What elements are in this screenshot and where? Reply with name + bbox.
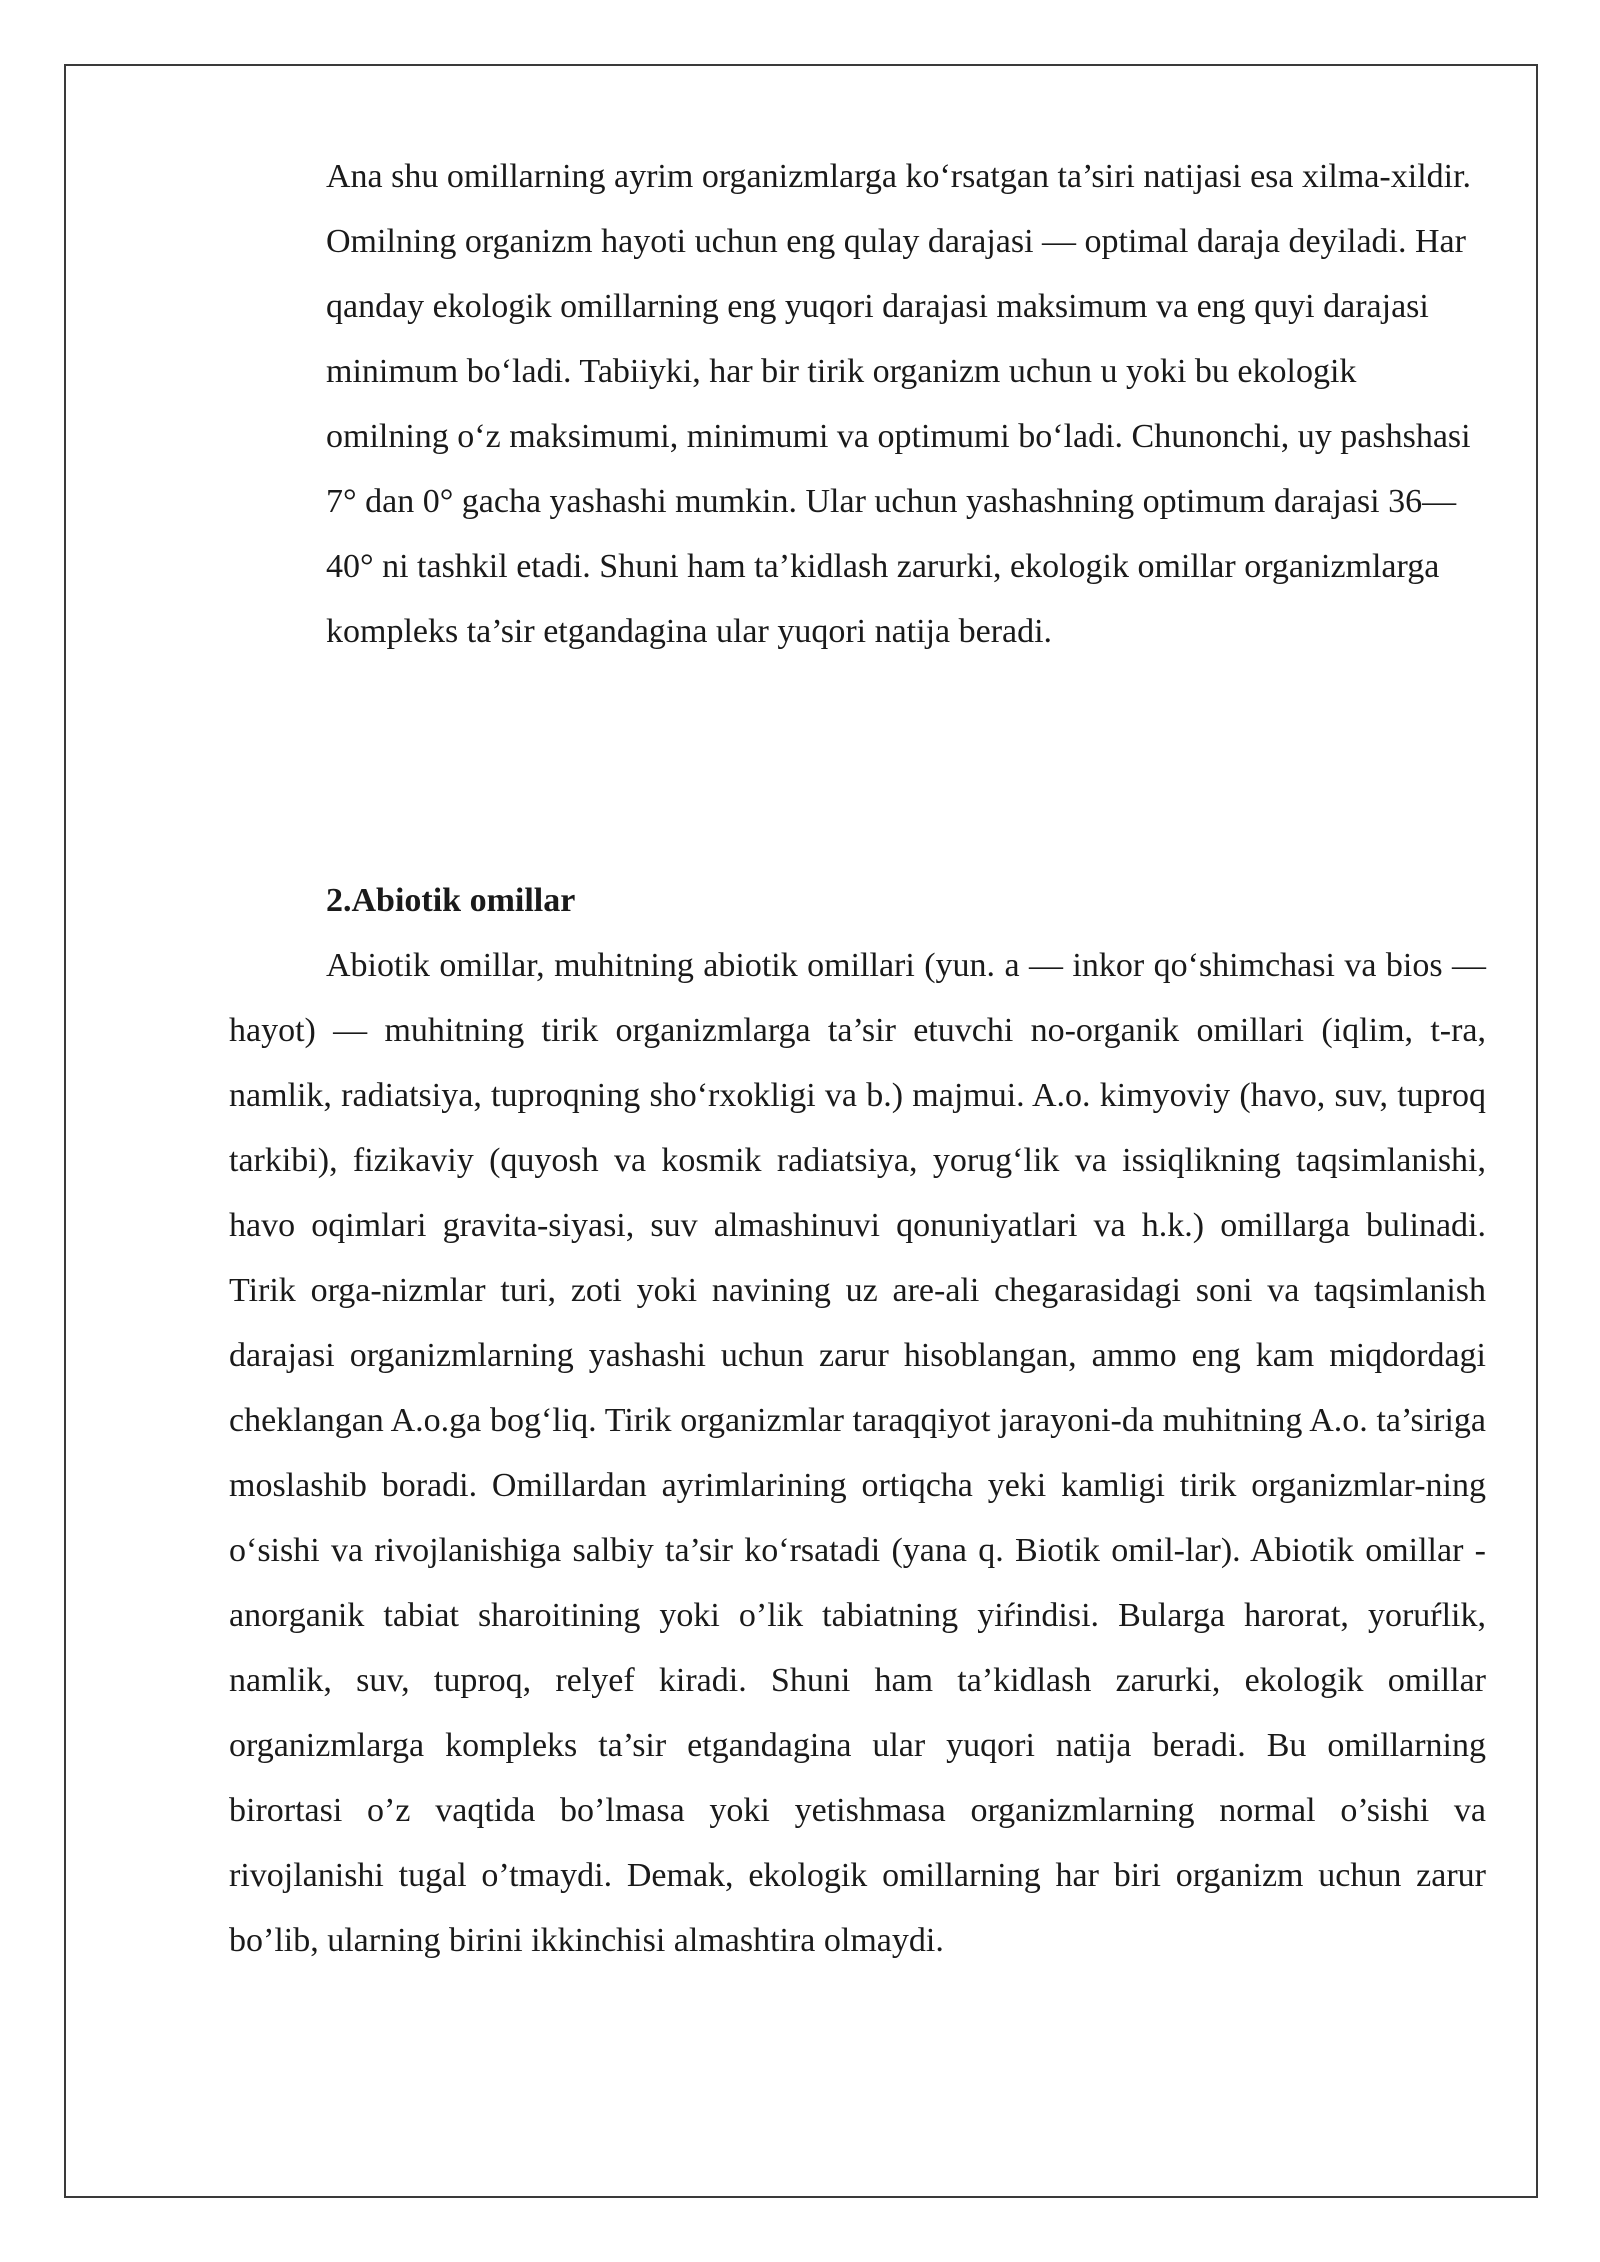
intro-paragraph: Ana shu omillarning ayrim organizmlarga ko‘rsatgan ta’siri natijasi esa xilma-xildir. Omilning organizm hayoti uchun eng qulay darajasi — optimal daraja deyiladi. Har qanday ekologik omillarning eng yuqori darajasi maksimum va eng quyi darajasi minimum bo‘ladi. Tabiiyki, har bir tirik organizm uchun u yoki bu ekologik omilning o‘z maksimumi, minimumi va optimumi bo‘ladi. Chunonchi, uy pashshasi 7° dan 0° gacha yashashi mumkin. Ular uchun yashashning optimum darajasi 36—40° ni tashkil etadi. Shuni ham ta’kidlash zarurki, ekologik omillar organizmlarga kompleks ta’sir etgandagina ular yuqori natija beradi. bbox=[326, 158, 1472, 650]
section-paragraph: Abiotik omillar, muhitning abiotik omillari (yun. a — inkor qo‘shimchasi va bios — hayot) — muhitning tirik organizmlarga ta’sir etuvchi no-organik omillari (iqlim, t-ra, namlik, radiatsiya, tuproqning sho‘rxokligi va b.) majmui. A.o. kimyoviy (havo, suv, tuproq tarkibi), fizikaviy (quyosh va kosmik radiatsiya, yorug‘lik va issiqlikning taqsimlanishi, havo oqimlari gravita-siyasi, suv almashinuvi qonuniyatlari va h.k.) omillarga bulinadi. Tirik orga-nizmlar turi, zoti yoki navining uz are-ali chegarasidagi soni va taqsimlanish darajasi organizmlarning yashashi uchun zarur hisoblangan, ammo eng kam miqdordagi cheklangan A.o.ga bog‘liq. Tirik organizmlar taraqqiyot jarayoni-da muhitning A.o. ta’siriga moslashib boradi. Omillardan ayrimlarining ortiqcha yeki kamligi tirik organizmlar-ning o‘sishi va rivojlanishiga salbiy ta’sir ko‘rsatadi (yana q. Biotik omil-lar). Abiotik omillar - anorganik tabiat sharoitining yoki o’lik tabiatning yiŕindisi. Bularga harorat, yoruŕlik, namlik, suv, tuproq, relyef kiradi. Shuni ham ta’kidlash zarurki, ekologik omillar organizmlarga kompleks ta’sir etgandagina ular yuqori natija beradi. Bu omillarning birortasi o’z vaqtida bo’lmasa yoki yetishmasa organizmlarning normal o’sishi va rivojlanishi tugal o’tmaydi. Demak, ekologik omillarning har biri organizm uchun zarur bo’lib, ularning birini ikkinchisi almashtira olmaydi. bbox=[229, 947, 1486, 1959]
section-heading: 2.Abiotik omillar bbox=[326, 882, 576, 919]
